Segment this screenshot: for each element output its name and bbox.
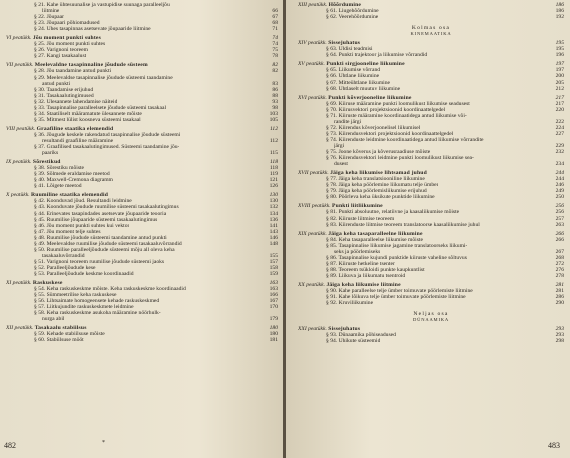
entry-text: § 65. Liikumise võrrand: [326, 67, 381, 74]
entry-text: § 35. Mitmest lülist koosneva süsteemi tasakaal: [34, 116, 141, 123]
page-ref: 148: [269, 240, 278, 247]
toc-section-entry: [298, 52, 564, 58]
toc-entry-continuation: [6, 316, 278, 322]
entry-text: § 48. Ruumilise jõudude süsteemi taandamine antud punkti: [34, 234, 167, 241]
page-ref: 200: [555, 73, 564, 80]
chapter-title: Sõrestikud: [32, 159, 61, 166]
page-ref: 180: [269, 331, 278, 338]
entry-text: § 84. Keha tasaparalleelse liikumise mõiste: [326, 236, 423, 243]
entry-text: § 79. Jäiga keha pöörlemisliikumise erijuhud: [326, 188, 427, 195]
entry-text: § 22. Jõupaar: [34, 14, 64, 21]
entry-text: § 45. Ruumilise jõupaaride süsteemi tasakaalutingimus: [34, 216, 158, 223]
page-ref: 281: [555, 281, 564, 288]
page-ref: 83: [272, 80, 278, 87]
chapter-label: VI peatükk.: [6, 35, 32, 42]
left-page-number: 482: [4, 441, 16, 450]
entry-text: § 50. Ruumilise paralleeljõudude süsteemi mõju all oleva keha: [34, 246, 175, 253]
chapter-title: Punkti sirgjooneline liikumine: [326, 61, 405, 68]
page-ref: 134: [269, 210, 278, 217]
entry-text: nurga abil: [42, 316, 65, 323]
entry-text: § 82. Kiiruste liitmise teoreem: [326, 215, 395, 222]
page-ref: 159: [269, 270, 278, 277]
chapter-title: Ruumiline staatika elemendid: [31, 192, 109, 199]
page-ref: 281: [555, 288, 564, 295]
page-ref: 186: [555, 2, 564, 8]
entry-text: § 94. Ühikute süsteemid: [326, 338, 381, 345]
entry-text: § 43. Koonduvate jõudude ruumilise süsteemi tasakaalutingimus: [34, 204, 179, 211]
entry-text: § 90. Kahe paralleelse telje ümber toimuvate pöörlemiste liitmine: [326, 288, 473, 295]
entry-text: § 59. Kehade stabiilsuse mõiste: [34, 331, 105, 338]
chapter-label: XVII peatükk.: [298, 170, 329, 177]
entry-text: § 72. Kiirendus kõverjoonelisel liikumisel: [326, 124, 421, 131]
page-ref: 163: [269, 280, 278, 287]
chapter-label: XIX peatükk.: [298, 230, 327, 237]
entry-text: § 46. Jõu moment punkti suhtes kui vektor: [34, 222, 130, 229]
entry-text: § 80. Pöörleva keha üksikute punktide liikumine: [326, 194, 435, 201]
entry-text: liitmine: [42, 8, 60, 15]
chapter-label: XVIII peatükk.: [298, 203, 331, 210]
entry-text: § 87. Kiiruste hetkeline tsenter: [326, 260, 395, 267]
page-ref: 244: [555, 170, 564, 177]
page-ref: 186: [555, 8, 564, 15]
entry-text: § 41. Lõigete meetod: [34, 183, 82, 190]
entry-text: § 31. Tasakaalutingimused: [34, 92, 94, 99]
entry-text: § 81. Punkti absoluutne, relatiivne ja kaasaliikumise mõiste: [326, 209, 460, 216]
page-ref: 136: [269, 216, 278, 223]
entry-text: § 36. Jõugude keskele rakendatud tasapinnalise jõudude süsteemi: [34, 131, 181, 138]
page-ref: 232: [555, 149, 564, 156]
right-page: [286, 0, 570, 458]
chapter-title: Sissejuhatus: [328, 326, 361, 333]
page-ref: 143: [269, 228, 278, 235]
toc-section-entry: [6, 337, 278, 343]
entry-text: § 42. Koonduvad jõud. Resultandi leidmine: [34, 198, 132, 205]
entry-text: § 40. Maxwell-Cremona diagramm: [34, 177, 113, 184]
chapter-title: Jõu moment punkti suhtes: [32, 35, 101, 42]
entry-text: § 57. Liitkujundite raskuskeskmete leidmine: [34, 304, 134, 311]
chapter-label: VII peatükk.: [6, 62, 34, 69]
page-ref: 163: [269, 286, 278, 293]
page-ref: 86: [272, 86, 278, 93]
page-ref: 126: [269, 183, 278, 190]
entry-text: dusest: [334, 161, 348, 168]
toc-section-entry: [6, 183, 278, 189]
page-ref: 192: [555, 14, 564, 21]
page-ref: 234: [555, 161, 564, 168]
page-ref: 276: [555, 266, 564, 273]
entry-text: § 88. Teoreem tsükloidi punkte kaupkuntlist: [326, 266, 425, 273]
page-ref: 263: [555, 221, 564, 228]
entry-text: § 24. Ühes tasapinnas asetsevate jõupaaride liitmine: [34, 26, 151, 33]
entry-text: § 58. Keha raskuskeskme asukoha määramine nöörhulk-: [34, 310, 161, 317]
entry-text: § 66. Ühtlane liikumine: [326, 73, 380, 80]
toc-section-entry: [298, 86, 564, 92]
chapter-title: Jäiga keha liikumise liitmine: [326, 281, 401, 288]
page-ref: 98: [272, 104, 278, 111]
page-ref: 157: [269, 258, 278, 265]
page-ref: 250: [555, 194, 564, 201]
chapter-label: XIV peatükk.: [298, 40, 327, 47]
right-toc-column: [298, 2, 564, 344]
page-ref: 217: [555, 94, 564, 101]
entry-text: § 55. Sümmeetrilise keha raskuskese: [34, 292, 117, 299]
chapter-label: XVI peatükk.: [298, 94, 327, 101]
entry-text: § 25. Jõu moment punkti suhtes: [34, 41, 106, 48]
entry-text: paariks: [42, 150, 59, 157]
page-ref: 272: [555, 260, 564, 267]
entry-text: § 71. Kiiruste määramine koordinaatidega antud liikumise või-: [326, 112, 467, 119]
page-ref: 119: [269, 171, 278, 178]
entry-text: § 68. Ühtlaselt muutuv liikumine: [326, 85, 401, 92]
entry-text: § 85. Tasapinnalise liikumise jagamine translatoorseks liikumi-: [326, 242, 468, 249]
entry-text: tasakaaluvõrrandid: [42, 252, 85, 259]
entry-text: antud punkti: [42, 80, 71, 87]
page-ref: 105: [269, 116, 278, 123]
page-ref: 71: [272, 26, 278, 33]
entry-text: § 32. Ülesannete lahendamise näiteid: [34, 98, 118, 105]
page-ref: 293: [555, 326, 564, 333]
entry-text: § 69. Kiiruse määramine punkti loomulikust liikumise seadusest: [326, 100, 470, 107]
chapter-label: XII peatükk.: [6, 325, 34, 332]
toc-section-entry: [298, 300, 564, 306]
part-subheading: KINEMAATIKA: [410, 31, 452, 37]
entry-text: § 75. Joone kõverus ja kõverusraadiuse mõiste: [326, 149, 431, 156]
page-ref: 155: [269, 252, 278, 259]
page-ref: 266: [555, 236, 564, 243]
page-ref: 130: [269, 192, 278, 199]
page-ornament: *: [102, 440, 105, 446]
entry-text: § 89. Liikuva ja liikumatu tsentroid: [326, 272, 406, 279]
toc-section-entry: [6, 53, 278, 59]
page-ref: 286: [555, 294, 564, 301]
entry-text: § 53. Paralleeljõudude keskme koordinaadid: [34, 270, 134, 277]
page-ref: 88: [272, 92, 278, 99]
chapter-title: Tasakaalu stabiilsus: [34, 325, 87, 332]
entry-text: randite järgi: [334, 118, 362, 125]
page-ref: 256: [555, 209, 564, 216]
chapter-title: Jäiga keha liikumise lihtsamad juhud: [330, 170, 427, 177]
chapter-label: VIII peatükk.: [6, 125, 36, 132]
page-ref: 82: [272, 68, 278, 75]
chapter-label: IX peatükk.: [6, 159, 32, 166]
entry-text: § 26. Varignoni teoreem: [34, 47, 88, 54]
entry-text: § 33. Tasapinnalise paralleelsete jõudude süsteemi tasakaal: [34, 104, 167, 111]
page-ref: 66: [272, 8, 278, 15]
page-ref: 141: [269, 222, 278, 229]
entry-text: resultandi graafiline määramine: [42, 137, 114, 144]
chapter-title: Hõõrdumine: [328, 2, 362, 8]
page-ref: 195: [555, 46, 564, 53]
entry-text: § 37. Graafilised tasakaalutingimused. Süsteemi taandamine jõu-: [34, 144, 180, 151]
page-ref: 298: [555, 338, 564, 345]
page-ref: 293: [555, 332, 564, 339]
chapter-label: X peatükk.: [6, 192, 30, 199]
toc-section-entry: [298, 222, 564, 228]
entry-text: § 30. Taandamise erijuhud: [34, 86, 94, 93]
page-ref: 222: [555, 118, 564, 125]
chapter-label: XX peatükk.: [298, 281, 326, 288]
entry-text: § 34. Staatiliselt määramatute ülesannete mõiste: [34, 110, 142, 117]
page-ref: 167: [269, 298, 278, 305]
chapter-title: Raskuskese: [32, 280, 63, 287]
entry-text: § 77. Jäiga keha translatsiooniline liikumine: [326, 176, 425, 183]
page-ref: 195: [555, 40, 564, 47]
entry-text: § 74. Kiirenduste leidmine koordinaatidega antud liikumise võrrandite: [326, 136, 484, 143]
page-ref: 67: [272, 14, 278, 21]
entry-text: § 38. Sõrestiku mõiste: [34, 165, 85, 172]
page-ref: 268: [555, 254, 564, 261]
entry-text: § 64. Punkti trajektoor ja liikumise võrrandid: [326, 52, 428, 59]
toc-section-entry: [298, 338, 564, 344]
page-ref: 130: [269, 198, 278, 205]
right-page-number: 483: [548, 441, 560, 450]
page-ref: 121: [269, 177, 278, 184]
page-ref: 212: [555, 85, 564, 92]
page-ref: 224: [555, 124, 564, 131]
entry-text: § 67. Mitteühtlane liikumine: [326, 79, 391, 86]
page-ref: 166: [269, 292, 278, 299]
page-ref: 246: [555, 182, 564, 189]
chapter-label: XV peatükk.: [298, 61, 325, 68]
chapter-title: Graafiline staatika elemendid: [36, 125, 114, 132]
page-ref: 179: [269, 316, 278, 323]
entry-text: § 47. Jõu moment telje suhtes: [34, 228, 101, 235]
entry-text: § 70. Kiirusvektori projektsioonid koordinaattelgedel: [326, 106, 446, 113]
entry-text: § 60. Stabiilsuse mööt: [34, 337, 84, 344]
toc-section-entry: [298, 273, 564, 279]
entry-text: § 92. Kruviliikumine: [326, 300, 374, 307]
page-ref: 197: [555, 67, 564, 74]
part-heading: Neljas osa: [413, 311, 449, 318]
toc-entry-continuation: [6, 150, 278, 156]
left-toc-column: [6, 2, 278, 343]
chapter-title: Meelevaldne tasapinnaline jõudude süsteem: [34, 62, 148, 69]
entry-text: § 61. Liugehõõrdumine: [326, 8, 379, 15]
entry-text: § 76. Kiirendusvektori leidmine punkti loomulikust liikumise sea-: [326, 155, 474, 162]
page-ref: 256: [555, 203, 564, 210]
chapter-label: XI peatükk.: [6, 280, 32, 287]
toc-entry-continuation: [298, 161, 564, 167]
toc-section-entry: [6, 271, 278, 277]
page-ref: 257: [555, 215, 564, 222]
entry-text: § 63. Üldisi teadmisi: [326, 46, 373, 53]
chapter-title: Punkti liitliikumine: [332, 203, 383, 210]
page-ref: 180: [269, 325, 278, 332]
toc-section-entry: [298, 194, 564, 200]
toc-section-entry: [298, 14, 564, 20]
entry-text: § 83. Kiirenduste liitmise teoreem translatoorse kaasaliikumise juhul: [326, 221, 480, 228]
part-subheading: DÜNAAMIKA: [412, 317, 450, 323]
chapter-title: Jäiga keha tasaparalleelne liikumine: [328, 230, 423, 237]
chapter-label: XXI peatükk.: [298, 326, 327, 333]
page-ref: 68: [272, 20, 278, 27]
page-ref: 170: [269, 304, 278, 311]
entry-text: § 27. Kangi tasakaalust: [34, 53, 87, 60]
entry-text: § 93. Dünaamika põhiseadused: [326, 332, 396, 339]
entry-text: § 23. Jõupaari põhiomadused: [34, 20, 100, 27]
page-ref: 146: [269, 234, 278, 241]
page-ref: 112: [270, 125, 278, 132]
toc-section-entry: [6, 26, 278, 32]
page-ref: 74: [272, 41, 278, 48]
entry-text: § 78. Jäiga keha pöörlemine liikumatu telje ümber: [326, 182, 439, 189]
left-page: [0, 0, 284, 458]
entry-text: seks ja pöörlemiseks: [334, 248, 381, 255]
chapter-label: XIII peatükk.: [298, 2, 328, 8]
page-ref: 74: [272, 35, 278, 42]
page-ref: 82: [272, 62, 278, 69]
page-ref: 205: [555, 79, 564, 86]
entry-text: järgi: [334, 142, 345, 149]
toc-section-entry: [6, 117, 278, 123]
page-ref: 278: [555, 272, 564, 279]
page-ref: 118: [270, 159, 278, 166]
chapter-title: Sissejuhatus: [328, 40, 361, 47]
page-ref: 132: [269, 204, 278, 211]
entry-text: § 91. Kahe lõikuva telje ümber toimuvate pöörlemiste liitmine: [326, 294, 466, 301]
page-ref: 158: [269, 264, 278, 271]
page-ref: 249: [555, 188, 564, 195]
entry-text: § 86. Tasapinnalise kujundi punktide kiiruste vaheline sõltuvus: [326, 254, 467, 261]
page-ref: 290: [555, 300, 564, 307]
part-heading: Kolmas osa: [411, 25, 451, 32]
entry-text: § 62. Veerehõõrdumine: [326, 14, 379, 21]
page-ref: 112: [269, 137, 278, 144]
page-ref: 267: [555, 248, 564, 255]
page-ref: 244: [555, 176, 564, 183]
entry-text: § 39. Sõlmede eraldamise meetod: [34, 171, 110, 178]
page-ref: 115: [269, 150, 278, 157]
page-ref: 181: [269, 337, 278, 344]
page-ref: 220: [555, 106, 564, 113]
entry-text: § 44. Erinevates tasapindades asetsevate jõupaaride teooria: [34, 210, 167, 217]
page-ref: 217: [555, 100, 564, 107]
page-ref: 197: [555, 61, 564, 68]
entry-text: § 73. Kiirendusvektori projektsioonid koordinaattelgedel: [326, 130, 454, 137]
entry-text: § 49. Meelevaldse ruumilise jõudude süsteemi tasakaaluvõrrandid: [34, 240, 182, 247]
page-ref: 75: [272, 47, 278, 54]
entry-text: § 29. Meelevaldse tasapinnalise jõudude süsteemi taandamine: [34, 74, 173, 81]
chapter-title: Punkti kõverjooneline liikumine: [328, 94, 412, 101]
entry-text: § 28. Jõu taandamine antud punkti: [34, 68, 112, 75]
page-ref: 78: [272, 53, 278, 60]
entry-text: § 54. Keha raskuskeskme mõiste. Keha raskuskeskme koordinaadid: [34, 286, 186, 293]
page-ref: 196: [555, 52, 564, 59]
page-ref: 103: [269, 110, 278, 117]
page-ref: 229: [555, 142, 564, 149]
page-ref: 118: [269, 165, 278, 172]
entry-text: § 56. Lihtsaimate homogeensete kehade raskuskeskmed: [34, 298, 160, 305]
page-ref: 227: [555, 130, 564, 137]
entry-text: § 52. Paralleeljõudude kese: [34, 264, 96, 271]
page-ref: 266: [555, 230, 564, 237]
entry-text: § 51. Varignoni teoreem ruumilise jõudude süsteemi jaoks: [34, 258, 165, 265]
page-ref: 93: [272, 98, 278, 105]
entry-text: § 21. Kahe ühtesuunalise ja vastupidise suunaga paralleeljõu: [34, 2, 170, 8]
